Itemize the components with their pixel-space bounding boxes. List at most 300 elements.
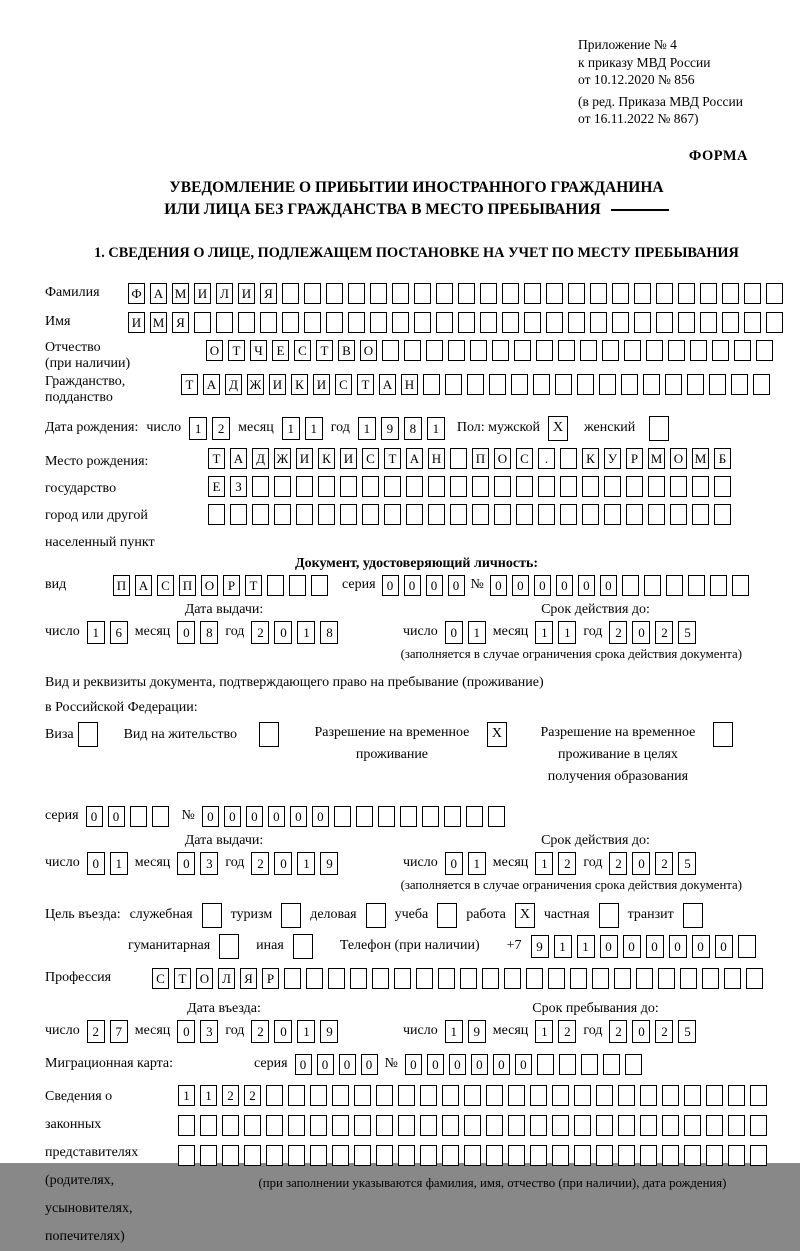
form-cell[interactable]: 0 (600, 935, 618, 958)
form-cell[interactable] (252, 476, 269, 497)
form-cell[interactable]: Д (225, 374, 242, 395)
form-cell[interactable] (706, 1085, 723, 1106)
form-cell[interactable] (420, 1085, 437, 1106)
purpose-humanitarian-checkbox[interactable] (219, 934, 239, 959)
form-cell[interactable]: С (294, 340, 311, 361)
form-cell[interactable] (582, 504, 599, 525)
form-cell[interactable] (480, 312, 497, 333)
form-cell[interactable]: 0 (578, 575, 595, 596)
form-cell[interactable]: 0 (445, 852, 463, 875)
form-cell[interactable] (448, 340, 465, 361)
form-cell[interactable] (750, 1145, 767, 1166)
form-cell[interactable] (445, 374, 462, 395)
form-cell[interactable] (570, 968, 587, 989)
form-cell[interactable] (644, 575, 661, 596)
form-cell[interactable]: О (201, 575, 218, 596)
form-cell[interactable] (728, 1085, 745, 1106)
form-cell[interactable] (560, 476, 577, 497)
form-cell[interactable] (244, 1145, 261, 1166)
form-cell[interactable] (508, 1085, 525, 1106)
form-cell[interactable] (326, 283, 343, 304)
form-cell[interactable] (568, 312, 585, 333)
form-cell[interactable] (422, 806, 439, 827)
form-cell[interactable]: Е (208, 476, 225, 497)
form-cell[interactable] (538, 476, 555, 497)
form-cell[interactable]: 9 (468, 1020, 486, 1043)
form-cell[interactable] (420, 1115, 437, 1136)
form-cell[interactable]: 0 (512, 575, 529, 596)
form-cell[interactable] (282, 283, 299, 304)
form-cell[interactable]: 0 (317, 1054, 334, 1075)
form-cell[interactable] (555, 374, 572, 395)
form-cell[interactable] (646, 340, 663, 361)
form-cell[interactable] (666, 575, 683, 596)
form-cell[interactable] (688, 575, 705, 596)
form-cell[interactable] (560, 448, 577, 469)
form-cell[interactable]: Т (181, 374, 198, 395)
form-cell[interactable] (574, 1085, 591, 1106)
form-cell[interactable] (552, 1085, 569, 1106)
form-cell[interactable]: 9 (320, 1020, 338, 1043)
form-cell[interactable] (384, 504, 401, 525)
form-cell[interactable]: 0 (274, 852, 292, 875)
form-cell[interactable]: 0 (290, 806, 307, 827)
form-cell[interactable] (590, 312, 607, 333)
form-cell[interactable]: 1 (535, 1020, 553, 1043)
form-cell[interactable] (340, 476, 357, 497)
form-cell[interactable] (428, 504, 445, 525)
form-cell[interactable] (546, 283, 563, 304)
form-cell[interactable] (354, 1115, 371, 1136)
form-cell[interactable] (384, 476, 401, 497)
form-cell[interactable] (756, 340, 773, 361)
form-cell[interactable]: 1 (558, 621, 576, 644)
form-cell[interactable] (494, 504, 511, 525)
form-cell[interactable]: 2 (251, 852, 269, 875)
form-cell[interactable] (296, 476, 313, 497)
form-cell[interactable] (596, 1085, 613, 1106)
form-cell[interactable] (428, 476, 445, 497)
form-cell[interactable] (656, 312, 673, 333)
form-cell[interactable] (486, 1085, 503, 1106)
form-cell[interactable] (662, 1085, 679, 1106)
form-cell[interactable] (494, 476, 511, 497)
form-cell[interactable] (662, 1115, 679, 1136)
form-cell[interactable]: 0 (404, 575, 421, 596)
form-cell[interactable] (536, 340, 553, 361)
form-cell[interactable] (376, 1115, 393, 1136)
form-cell[interactable]: . (538, 448, 555, 469)
form-cell[interactable]: И (194, 283, 211, 304)
form-cell[interactable]: 1 (358, 417, 376, 440)
form-cell[interactable]: 9 (531, 935, 549, 958)
form-cell[interactable] (618, 1085, 635, 1106)
form-cell[interactable]: И (313, 374, 330, 395)
form-cell[interactable]: 0 (274, 621, 292, 644)
form-cell[interactable]: 2 (609, 852, 627, 875)
form-cell[interactable]: 0 (471, 1054, 488, 1075)
form-cell[interactable] (444, 806, 461, 827)
form-cell[interactable] (678, 283, 695, 304)
form-cell[interactable] (370, 312, 387, 333)
form-cell[interactable] (714, 476, 731, 497)
form-cell[interactable] (626, 504, 643, 525)
form-cell[interactable]: 0 (274, 1020, 292, 1043)
form-cell[interactable] (524, 312, 541, 333)
purpose-private-checkbox[interactable] (599, 903, 619, 928)
form-cell[interactable]: Т (384, 448, 401, 469)
form-cell[interactable]: 0 (312, 806, 329, 827)
form-cell[interactable]: 1 (468, 621, 486, 644)
form-cell[interactable] (508, 1115, 525, 1136)
form-cell[interactable]: 5 (678, 852, 696, 875)
form-cell[interactable] (618, 1145, 635, 1166)
form-cell[interactable]: М (150, 312, 167, 333)
form-cell[interactable]: 1 (178, 1085, 195, 1106)
form-cell[interactable]: 0 (646, 935, 664, 958)
form-cell[interactable] (514, 340, 531, 361)
form-cell[interactable]: 8 (200, 621, 218, 644)
form-cell[interactable] (722, 283, 739, 304)
form-cell[interactable] (524, 283, 541, 304)
form-cell[interactable] (622, 575, 639, 596)
form-cell[interactable]: 0 (202, 806, 219, 827)
form-cell[interactable] (328, 968, 345, 989)
form-cell[interactable] (414, 312, 431, 333)
form-cell[interactable] (442, 1115, 459, 1136)
form-cell[interactable] (577, 374, 594, 395)
form-cell[interactable] (208, 504, 225, 525)
form-cell[interactable]: М (692, 448, 709, 469)
form-cell[interactable]: А (406, 448, 423, 469)
form-cell[interactable]: 0 (449, 1054, 466, 1075)
form-cell[interactable] (538, 504, 555, 525)
form-cell[interactable] (306, 968, 323, 989)
form-cell[interactable] (436, 312, 453, 333)
form-cell[interactable] (222, 1145, 239, 1166)
form-cell[interactable]: И (128, 312, 145, 333)
form-cell[interactable] (398, 1115, 415, 1136)
form-cell[interactable] (332, 1085, 349, 1106)
form-cell[interactable]: 2 (655, 1020, 673, 1043)
form-cell[interactable]: Я (240, 968, 257, 989)
form-cell[interactable] (700, 312, 717, 333)
form-cell[interactable] (318, 504, 335, 525)
form-cell[interactable] (530, 1115, 547, 1136)
form-cell[interactable] (460, 968, 477, 989)
form-cell[interactable] (266, 1145, 283, 1166)
form-cell[interactable] (274, 504, 291, 525)
form-cell[interactable] (376, 1085, 393, 1106)
form-cell[interactable]: 0 (427, 1054, 444, 1075)
form-cell[interactable] (744, 312, 761, 333)
form-cell[interactable]: Н (428, 448, 445, 469)
form-cell[interactable]: 3 (200, 852, 218, 875)
form-cell[interactable] (680, 968, 697, 989)
form-cell[interactable]: П (179, 575, 196, 596)
form-cell[interactable] (354, 1145, 371, 1166)
form-cell[interactable]: О (196, 968, 213, 989)
form-cell[interactable] (492, 340, 509, 361)
form-cell[interactable] (753, 374, 770, 395)
form-cell[interactable] (340, 504, 357, 525)
form-cell[interactable] (602, 340, 619, 361)
form-cell[interactable]: О (206, 340, 223, 361)
form-cell[interactable] (296, 504, 313, 525)
form-cell[interactable] (678, 312, 695, 333)
form-cell[interactable] (472, 504, 489, 525)
form-cell[interactable] (636, 968, 653, 989)
form-cell[interactable]: А (135, 575, 152, 596)
form-cell[interactable] (658, 968, 675, 989)
form-cell[interactable] (766, 312, 783, 333)
form-cell[interactable] (581, 1054, 598, 1075)
form-cell[interactable] (504, 968, 521, 989)
form-cell[interactable]: 2 (558, 1020, 576, 1043)
form-cell[interactable] (464, 1145, 481, 1166)
form-cell[interactable] (621, 374, 638, 395)
form-cell[interactable] (260, 312, 277, 333)
form-cell[interactable]: 0 (86, 806, 103, 827)
form-cell[interactable]: Т (228, 340, 245, 361)
form-cell[interactable] (274, 476, 291, 497)
form-cell[interactable] (354, 1085, 371, 1106)
form-cell[interactable] (670, 504, 687, 525)
form-cell[interactable] (310, 1115, 327, 1136)
form-cell[interactable]: 1 (305, 417, 323, 440)
form-cell[interactable]: Б (714, 448, 731, 469)
form-cell[interactable]: Р (262, 968, 279, 989)
form-cell[interactable] (508, 1145, 525, 1166)
form-cell[interactable]: А (203, 374, 220, 395)
form-cell[interactable] (722, 312, 739, 333)
form-cell[interactable] (548, 968, 565, 989)
form-cell[interactable] (450, 448, 467, 469)
form-cell[interactable] (750, 1085, 767, 1106)
form-cell[interactable] (706, 1115, 723, 1136)
form-cell[interactable] (533, 374, 550, 395)
form-cell[interactable]: 2 (251, 621, 269, 644)
form-cell[interactable]: П (472, 448, 489, 469)
form-cell[interactable]: 2 (558, 852, 576, 875)
form-cell[interactable] (687, 374, 704, 395)
form-cell[interactable] (450, 504, 467, 525)
form-cell[interactable]: 0 (556, 575, 573, 596)
form-cell[interactable]: 0 (493, 1054, 510, 1075)
form-cell[interactable] (426, 340, 443, 361)
form-cell[interactable]: 0 (623, 935, 641, 958)
form-cell[interactable] (400, 806, 417, 827)
form-cell[interactable] (662, 1145, 679, 1166)
form-cell[interactable] (394, 968, 411, 989)
form-cell[interactable]: 1 (577, 935, 595, 958)
form-cell[interactable]: 0 (177, 621, 195, 644)
form-cell[interactable]: А (230, 448, 247, 469)
form-cell[interactable] (466, 806, 483, 827)
form-cell[interactable]: 1 (535, 852, 553, 875)
form-cell[interactable]: 3 (200, 1020, 218, 1043)
form-cell[interactable] (464, 1115, 481, 1136)
form-cell[interactable] (480, 283, 497, 304)
form-cell[interactable]: И (238, 283, 255, 304)
form-cell[interactable] (692, 476, 709, 497)
form-cell[interactable]: 0 (405, 1054, 422, 1075)
form-cell[interactable] (406, 504, 423, 525)
form-cell[interactable]: О (670, 448, 687, 469)
form-cell[interactable] (334, 806, 351, 827)
form-cell[interactable] (348, 283, 365, 304)
form-cell[interactable] (318, 476, 335, 497)
form-cell[interactable]: Т (245, 575, 262, 596)
form-cell[interactable] (442, 1085, 459, 1106)
form-cell[interactable]: 1 (87, 621, 105, 644)
form-cell[interactable] (625, 1054, 642, 1075)
form-cell[interactable] (516, 476, 533, 497)
form-cell[interactable]: С (362, 448, 379, 469)
form-cell[interactable] (724, 968, 741, 989)
form-cell[interactable]: С (516, 448, 533, 469)
form-cell[interactable] (370, 283, 387, 304)
form-cell[interactable] (267, 575, 284, 596)
form-cell[interactable] (332, 1145, 349, 1166)
form-cell[interactable] (596, 1145, 613, 1166)
sex-male-checkbox[interactable]: X (548, 416, 568, 441)
form-cell[interactable] (618, 1115, 635, 1136)
form-cell[interactable] (304, 283, 321, 304)
form-cell[interactable] (406, 476, 423, 497)
form-cell[interactable] (612, 283, 629, 304)
form-cell[interactable]: 2 (251, 1020, 269, 1043)
form-cell[interactable] (382, 340, 399, 361)
form-cell[interactable] (222, 1115, 239, 1136)
form-cell[interactable]: 0 (600, 575, 617, 596)
form-cell[interactable] (458, 283, 475, 304)
form-cell[interactable]: 9 (320, 852, 338, 875)
form-cell[interactable]: 2 (87, 1020, 105, 1043)
form-cell[interactable]: 2 (244, 1085, 261, 1106)
form-cell[interactable] (558, 340, 575, 361)
form-cell[interactable] (467, 374, 484, 395)
form-cell[interactable] (526, 968, 543, 989)
form-cell[interactable]: О (494, 448, 511, 469)
form-cell[interactable]: 1 (445, 1020, 463, 1043)
form-cell[interactable]: Ж (247, 374, 264, 395)
form-cell[interactable] (486, 1145, 503, 1166)
form-cell[interactable]: Я (260, 283, 277, 304)
form-cell[interactable] (356, 806, 373, 827)
form-cell[interactable]: Л (216, 283, 233, 304)
form-cell[interactable]: 8 (320, 621, 338, 644)
form-cell[interactable]: 2 (655, 852, 673, 875)
form-cell[interactable] (596, 1115, 613, 1136)
form-cell[interactable]: 2 (222, 1085, 239, 1106)
form-cell[interactable] (200, 1145, 217, 1166)
form-cell[interactable] (392, 283, 409, 304)
form-cell[interactable] (582, 476, 599, 497)
form-cell[interactable] (643, 374, 660, 395)
form-cell[interactable] (252, 504, 269, 525)
form-cell[interactable]: Т (208, 448, 225, 469)
form-cell[interactable]: 0 (246, 806, 263, 827)
form-cell[interactable] (310, 1145, 327, 1166)
form-cell[interactable] (648, 504, 665, 525)
form-cell[interactable]: М (648, 448, 665, 469)
form-cell[interactable] (552, 1145, 569, 1166)
form-cell[interactable] (530, 1145, 547, 1166)
form-cell[interactable]: 0 (426, 575, 443, 596)
form-cell[interactable] (604, 504, 621, 525)
form-cell[interactable]: 0 (632, 621, 650, 644)
form-cell[interactable] (728, 1145, 745, 1166)
form-cell[interactable] (599, 374, 616, 395)
form-cell[interactable]: 0 (295, 1054, 312, 1075)
rvp-education-checkbox[interactable] (713, 722, 733, 747)
form-cell[interactable]: К (291, 374, 308, 395)
form-cell[interactable] (282, 312, 299, 333)
form-cell[interactable]: 0 (515, 1054, 532, 1075)
form-cell[interactable] (244, 1115, 261, 1136)
form-cell[interactable] (746, 968, 763, 989)
form-cell[interactable] (420, 1145, 437, 1166)
form-cell[interactable] (288, 1085, 305, 1106)
form-cell[interactable] (266, 1115, 283, 1136)
form-cell[interactable] (634, 312, 651, 333)
form-cell[interactable]: 1 (110, 852, 128, 875)
form-cell[interactable] (284, 968, 301, 989)
rvp-checkbox[interactable]: X (487, 722, 507, 747)
form-cell[interactable]: К (582, 448, 599, 469)
form-cell[interactable] (502, 283, 519, 304)
form-cell[interactable] (450, 476, 467, 497)
purpose-tourism-checkbox[interactable] (281, 903, 301, 928)
form-cell[interactable]: 1 (297, 1020, 315, 1043)
form-cell[interactable] (398, 1145, 415, 1166)
purpose-commercial-checkbox[interactable] (366, 903, 386, 928)
form-cell[interactable] (362, 504, 379, 525)
form-cell[interactable]: 0 (177, 852, 195, 875)
form-cell[interactable]: И (269, 374, 286, 395)
form-cell[interactable] (511, 374, 528, 395)
form-cell[interactable] (288, 1115, 305, 1136)
form-cell[interactable]: 1 (200, 1085, 217, 1106)
form-cell[interactable] (668, 340, 685, 361)
form-cell[interactable] (326, 312, 343, 333)
form-cell[interactable]: 0 (224, 806, 241, 827)
form-cell[interactable]: Е (272, 340, 289, 361)
form-cell[interactable] (488, 806, 505, 827)
form-cell[interactable]: С (152, 968, 169, 989)
form-cell[interactable] (624, 340, 641, 361)
form-cell[interactable]: 2 (609, 621, 627, 644)
form-cell[interactable] (537, 1054, 554, 1075)
form-cell[interactable] (580, 340, 597, 361)
form-cell[interactable]: 0 (632, 1020, 650, 1043)
form-cell[interactable]: 0 (177, 1020, 195, 1043)
form-cell[interactable]: 2 (609, 1020, 627, 1043)
form-cell[interactable] (502, 312, 519, 333)
form-cell[interactable] (238, 312, 255, 333)
form-cell[interactable]: Ж (274, 448, 291, 469)
form-cell[interactable] (311, 575, 328, 596)
form-cell[interactable] (731, 374, 748, 395)
form-cell[interactable] (684, 1145, 701, 1166)
form-cell[interactable]: 9 (381, 417, 399, 440)
form-cell[interactable]: 0 (715, 935, 733, 958)
form-cell[interactable] (640, 1145, 657, 1166)
form-cell[interactable] (200, 1115, 217, 1136)
form-cell[interactable]: 5 (678, 1020, 696, 1043)
form-cell[interactable] (404, 340, 421, 361)
